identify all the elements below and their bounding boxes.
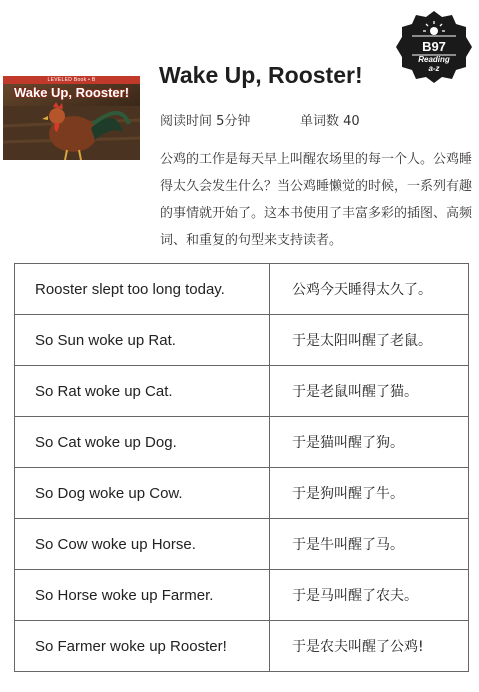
badge-brand-line1: Reading [418,55,450,64]
english-sentence: So Cat woke up Dog. [15,417,270,468]
chinese-sentence: 于是太阳叫醒了老鼠。 [270,315,469,366]
chinese-sentence: 于是马叫醒了农夫。 [270,570,469,621]
sentence-table [14,263,469,672]
book-meta [160,110,360,129]
chinese-sentence: 于是农夫叫醒了公鸡! [270,621,469,672]
level-badge [396,9,472,85]
chinese-sentence: 公鸡今天睡得太久了。 [270,264,469,315]
badge-brand [396,55,472,73]
table-row [15,366,469,417]
chinese-sentence: 于是狗叫醒了牛。 [270,468,469,519]
table-row [15,468,469,519]
english-sentence: So Rat woke up Cat. [15,366,270,417]
table-row [15,417,469,468]
reading-time: 阅读时间 5分钟 [160,114,251,129]
english-sentence: So Horse woke up Farmer. [15,570,270,621]
table-row [15,519,469,570]
table-row [15,315,469,366]
table-row [15,621,469,672]
english-sentence: So Cow woke up Horse. [15,519,270,570]
book-title: Wake Up, Rooster! [159,62,363,88]
english-sentence: So Farmer woke up Rooster! [15,621,270,672]
badge-code: B97 [422,39,446,54]
chinese-sentence: 于是老鼠叫醒了猫。 [270,366,469,417]
table-row [15,264,469,315]
chinese-sentence: 于是牛叫醒了马。 [270,519,469,570]
table-row [15,570,469,621]
chinese-sentence: 于是猫叫醒了狗。 [270,417,469,468]
book-description: 公鸡的工作是每天早上叫醒农场里的每一个人。公鸡睡得太久会发生什么？当公鸡睡懒觉的时候，一系列有趣的事情就开始了。这本书使用了丰富多彩的插图、高频词、和重复的句型来支持读者。 [160,152,473,248]
book-cover-image [3,76,140,160]
cover-title: Wake Up, Rooster! [13,85,130,100]
english-sentence: So Dog woke up Cow. [15,468,270,519]
badge-brand-line2: a-z [428,64,440,73]
english-sentence: So Sun woke up Rat. [15,315,270,366]
word-count: 单词数 40 [300,114,360,129]
cover-series-label: LEVELED Book • B [3,76,140,84]
english-sentence: Rooster slept too long today. [15,264,270,315]
